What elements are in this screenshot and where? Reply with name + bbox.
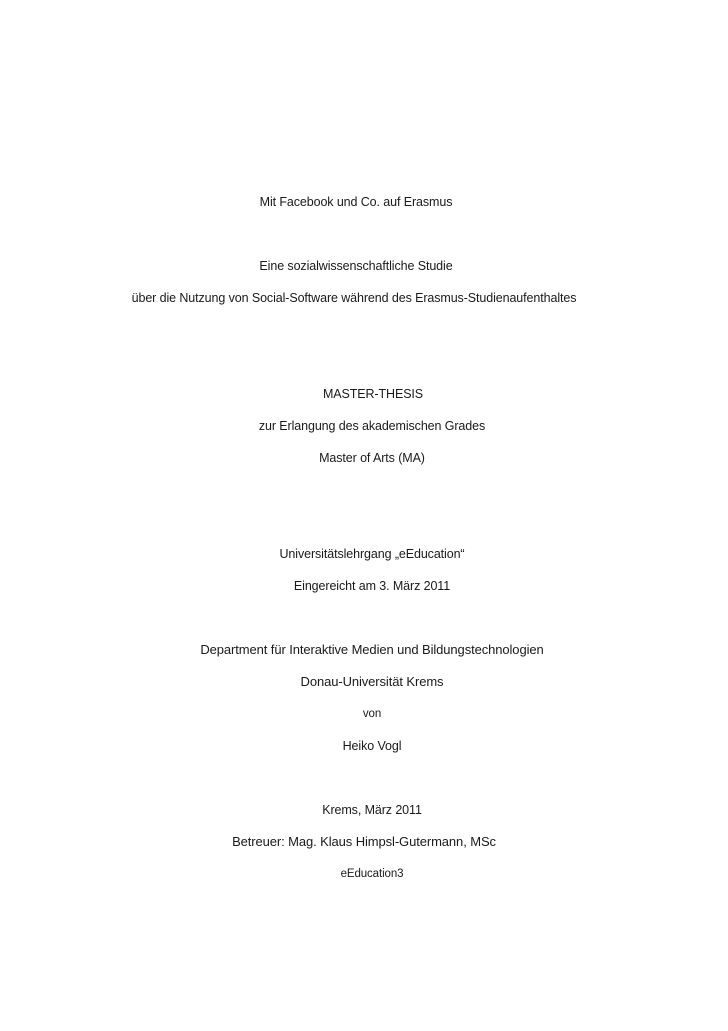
place-date: Krems, März 2011 xyxy=(322,803,422,817)
degree-name: Master of Arts (MA) xyxy=(319,451,425,465)
university: Donau-Universität Krems xyxy=(300,674,444,689)
by-label: von xyxy=(362,708,382,720)
course-code: eEducation3 xyxy=(340,868,404,880)
degree-purpose: zur Erlangung des akademischen Grades xyxy=(258,419,486,433)
author-name: Heiko Vogl xyxy=(342,739,402,753)
study-program: Universitätslehrgang „eEducation“ xyxy=(279,547,465,561)
thesis-type: MASTER-THESIS xyxy=(322,387,424,401)
submission-date: Eingereicht am 3. März 2011 xyxy=(293,579,451,593)
advisor: Betreuer: Mag. Klaus Himpsl-Gutermann, MSc xyxy=(232,834,496,849)
department: Department für Interaktive Medien und Bildungstechnologien xyxy=(200,642,544,657)
subtitle-line-1: Eine sozialwissenschaftliche Studie xyxy=(259,259,453,273)
thesis-title: Mit Facebook und Co. auf Erasmus xyxy=(259,195,453,209)
subtitle-line-2: über die Nutzung von Social-Software während des Erasmus-Studienaufenthaltes xyxy=(131,291,577,305)
